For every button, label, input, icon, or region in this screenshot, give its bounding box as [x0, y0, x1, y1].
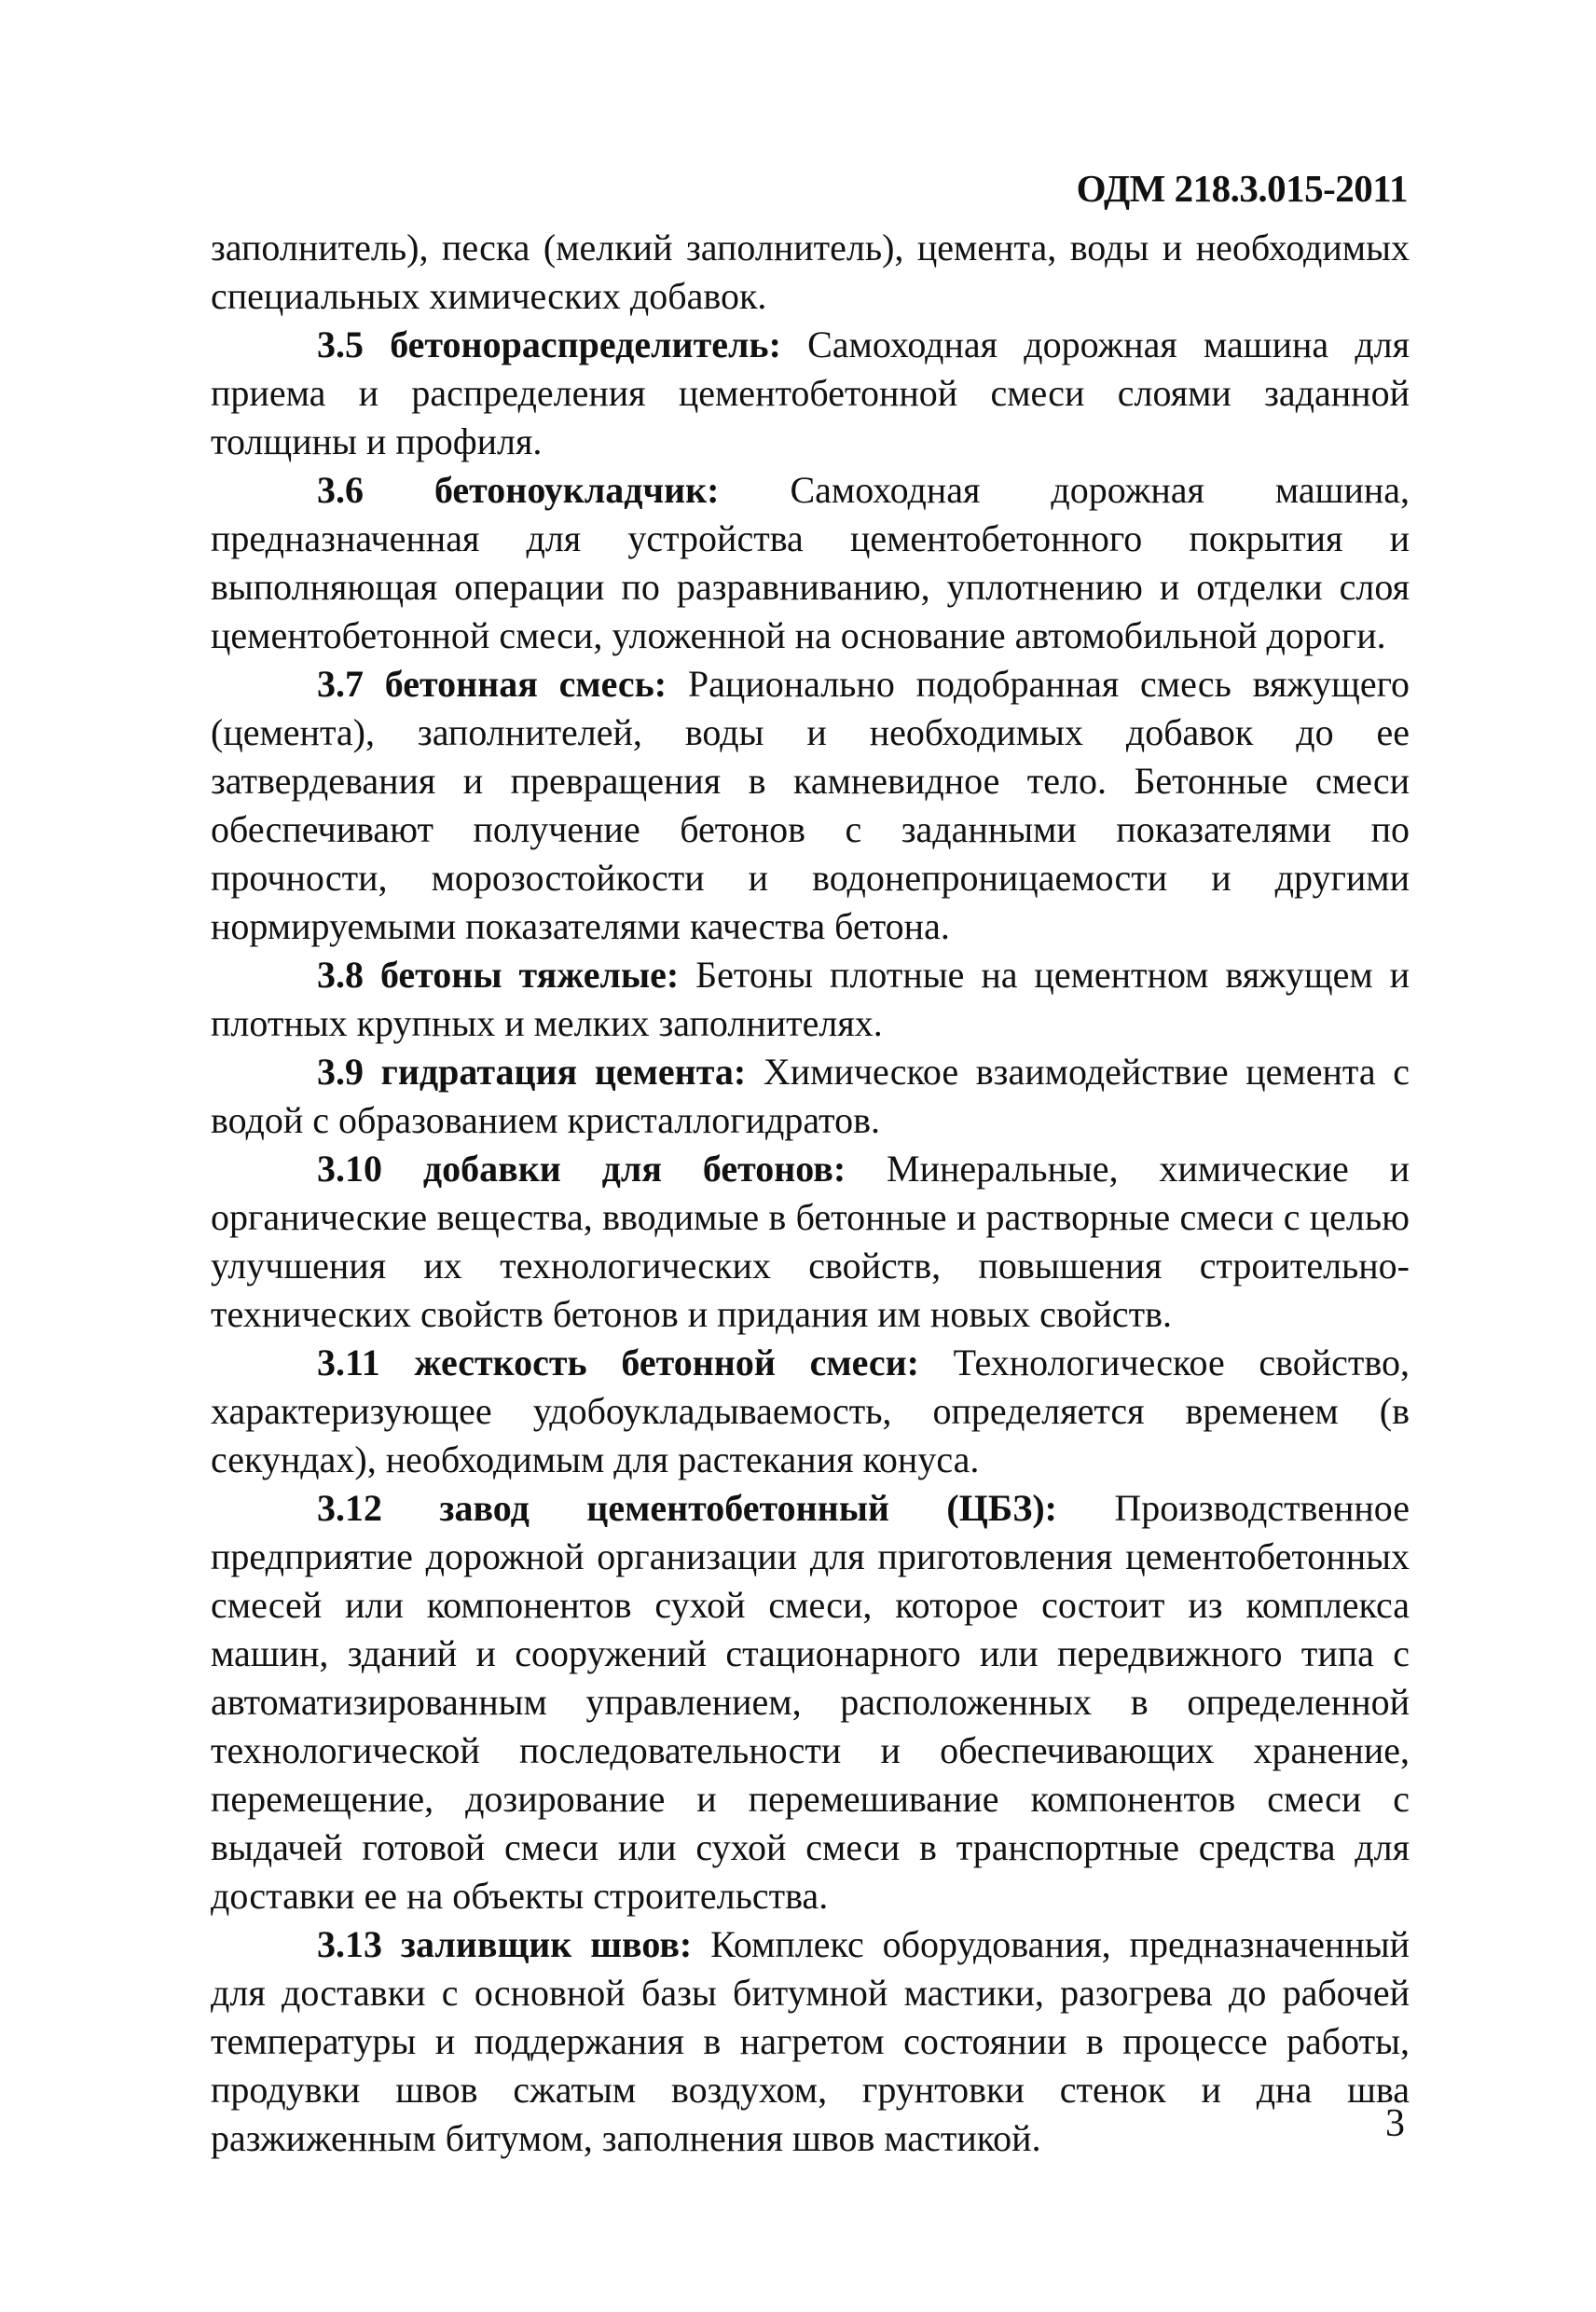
- definition-3-10: [211, 1145, 1410, 1339]
- definition-term-text: бетоноукладчик:: [433, 469, 720, 511]
- definition-number: 3.5: [317, 323, 364, 365]
- definition-text: Минеральные, химические и органические вещества, вводимые в бетонные и растворные смеси с целью улучшения их технологических свойств, повышения строительно-технических свойств бетонов и придания им новых свойств.: [211, 1148, 1410, 1335]
- definition-number: 3.7: [317, 663, 364, 705]
- definition-term: [317, 1148, 846, 1190]
- definition-text: Бетоны плотные на цементном вяжущем и плотных крупных и мелких заполнителях.: [211, 954, 1410, 1044]
- definition-term: [317, 663, 667, 705]
- definition-term: [317, 1487, 1057, 1529]
- definition-term-text: заливщик швов:: [400, 1923, 693, 1965]
- definition-term-text: завод цементобетонный (ЦБЗ):: [439, 1487, 1057, 1529]
- paragraph-text: заполнитель), песка (мелкий заполнитель), цемента, воды и необходимых специальных химических добавок.: [211, 227, 1410, 317]
- definition-term: [317, 323, 781, 365]
- definition-term: [317, 1051, 746, 1093]
- definition-text: Самоходная дорожная машина, предназначенная для устройства цементобетонного покрытия и выполняющая операции по разравниванию, уплотнению и отделки слоя цементобетонной смеси, уложенной на основание автомобильной дороги.: [211, 469, 1410, 656]
- definition-term-text: бетонная смесь:: [384, 663, 667, 705]
- definition-term-text: гидратация цемента:: [380, 1051, 747, 1093]
- definition-term-text: добавки для бетонов:: [422, 1148, 846, 1190]
- paragraph-continuation: [211, 224, 1410, 321]
- definition-text: Производственное предприятие дорожной организации для приготовления цементобетонных смесей или компонентов сухой смеси, которое состоит из комплекса машин, зданий и сооружений стационарного или передвижного типа с автоматизированным управлением, расположенных в определенной технологической последовательности и обеспечивающих хранение, перемещение, дозирование и перемешивание компонентов смеси с выдачей готовой смеси или сухой смеси в транспортные средства для доставки ее на объекты строительства.: [211, 1487, 1410, 1917]
- definition-3-11: [211, 1339, 1410, 1484]
- definition-term-text: бетонораспределитель:: [390, 323, 781, 365]
- definition-term: [317, 1342, 919, 1383]
- definition-text: Самоходная дорожная машина для приема и распределения цементобетонной смеси слоями заданной толщины и профиля.: [211, 323, 1410, 462]
- definition-term: [317, 469, 720, 511]
- definition-term-text: бетоны тяжелые:: [379, 954, 680, 996]
- definition-3-5: [211, 321, 1410, 466]
- definition-3-9: [211, 1048, 1410, 1145]
- definition-text: Химическое взаимодействие цемента с водой с образованием кристаллогидратов.: [211, 1051, 1410, 1141]
- definition-term-text: жесткость бетонной смеси:: [414, 1342, 919, 1383]
- document-body: [211, 224, 1410, 2163]
- definition-3-13: [211, 1920, 1410, 2163]
- definition-number: 3.10: [317, 1148, 382, 1190]
- definition-number: 3.12: [317, 1487, 382, 1529]
- definition-number: 3.11: [317, 1342, 380, 1383]
- definition-3-8: [211, 951, 1410, 1048]
- definition-number: 3.9: [317, 1051, 364, 1093]
- definition-number: 3.8: [317, 954, 364, 996]
- definition-term: [317, 954, 679, 996]
- definition-term: [317, 1923, 692, 1965]
- definition-number: 3.6: [317, 469, 364, 511]
- definition-3-7: [211, 660, 1410, 951]
- definition-text: Технологическое свойство, характеризующее удобоукладываемость, определяется временем (в секундах), необходимым для растекания конуса.: [211, 1342, 1410, 1480]
- definition-text: Рационально подобранная смесь вяжущего (цемента), заполнителей, воды и необходимых добавок до ее затвердевания и превращения в камневидное тело. Бетонные смеси обеспечивают получение бетонов с заданными показателями по прочности, морозостойкости и водонепроницаемости и другими нормируемыми показателями качества бетона.: [211, 663, 1410, 947]
- definition-3-12: [211, 1484, 1410, 1920]
- page-number: 3: [1385, 2102, 1405, 2145]
- definition-3-6: [211, 466, 1410, 660]
- document-header-code: ОДМ 218.3.015-2011: [1076, 167, 1408, 210]
- definition-number: 3.13: [317, 1923, 382, 1965]
- definition-text: Комплекс оборудования, предназначенный для доставки с основной базы битумной мастики, разогрева до рабочей температуры и поддержания в нагретом состоянии в процессе работы, продувки швов сжатым воздухом, грунтовки стенок и дна шва разжиженным битумом, заполнения швов мастикой.: [211, 1923, 1410, 2159]
